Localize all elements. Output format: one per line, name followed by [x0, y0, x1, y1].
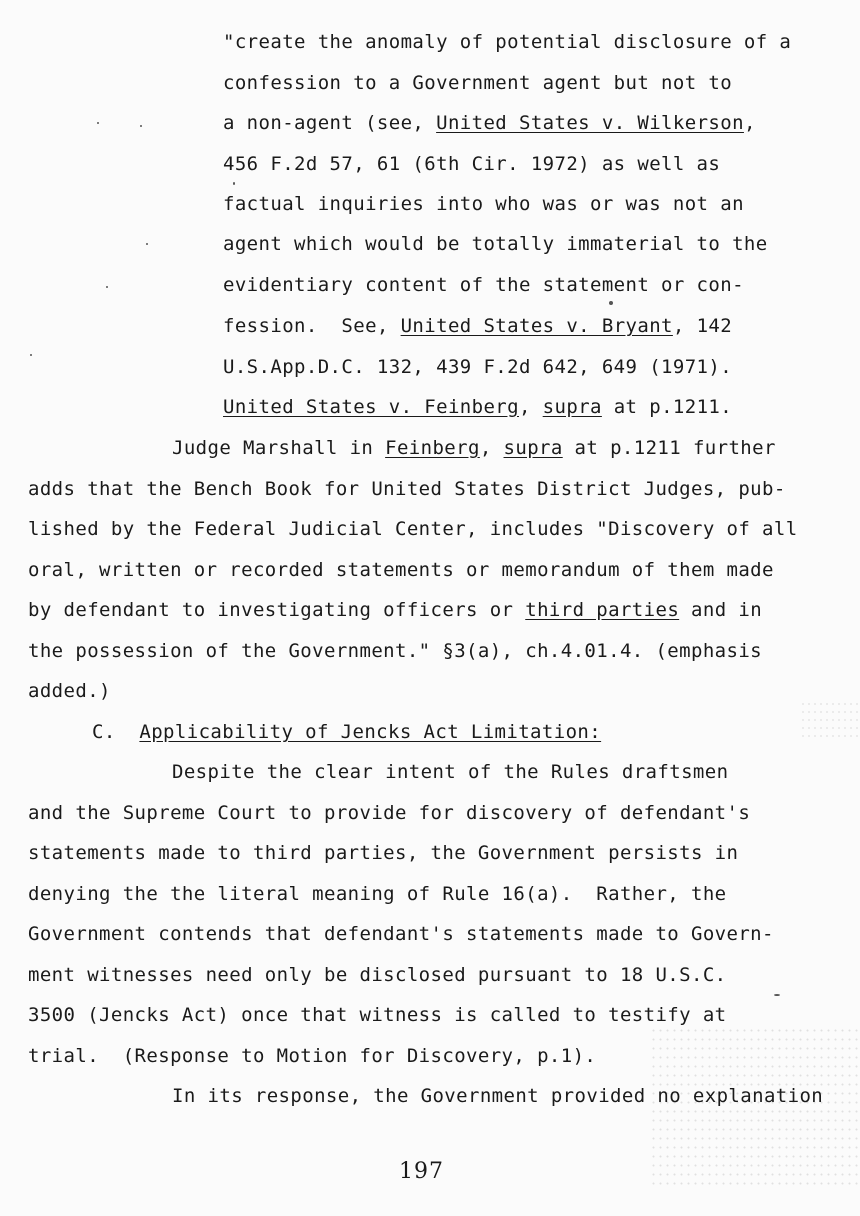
scan-speck: [774, 994, 780, 996]
case-citation-bryant: United States v. Bryant: [400, 315, 673, 337]
quote-line-4: 456 F.2d 57, 61 (6th Cir. 1972) as well as: [223, 153, 721, 175]
quote-line-8-tail: , 142: [672, 315, 733, 337]
para1-line-6: the possession of the Government." §3(a), ch.4.01.4. (emphasis: [28, 640, 763, 662]
case-citation-wilkerson: United States v. Wilkerson: [436, 112, 744, 134]
para3-line-1: In its response, the Government provided no explanation: [172, 1085, 824, 1107]
scan-speck: [233, 182, 235, 185]
quote-line-5: factual inquiries into who was or was not an: [223, 193, 744, 215]
quote-line-3: [223, 111, 756, 135]
scan-speck: [140, 125, 142, 127]
para2-line-8: trial. (Response to Motion for Discovery, p.1).: [28, 1045, 597, 1067]
para2-line-2: and the Supreme Court to provide for discovery of defendant's: [28, 802, 751, 824]
quote-line-9: U.S.App.D.C. 132, 439 F.2d 642, 649 (1971).: [223, 356, 733, 378]
quote-line-7: evidentiary content of the statement or con-: [223, 274, 744, 296]
quote-line-10-tail: at p.1211.: [601, 396, 733, 418]
para2-line-7: 3500 (Jencks Act) once that witness is called to testify at: [28, 1004, 727, 1026]
para1-line-1-tail: at p.1211 further: [562, 437, 776, 459]
para1-line-5: [28, 598, 762, 622]
para1-line-2: adds that the Bench Book for United States District Judges, pub-: [28, 478, 786, 500]
scan-speck: [609, 301, 613, 305]
para2-line-3: statements made to third parties, the Government persists in: [28, 842, 739, 864]
quote-line-3-text: a non-agent (see,: [223, 112, 437, 134]
quote-line-3-punct: ,: [743, 112, 756, 134]
scan-noise: [800, 700, 860, 740]
page-number: 197: [399, 1159, 444, 1184]
para1-line-5-text: by defendant to investigating officers or: [28, 599, 526, 621]
quote-line-2: confession to a Government agent but not to: [223, 72, 733, 94]
quote-line-8-text: fession. See,: [223, 315, 401, 337]
supra-reference-2: supra: [503, 437, 563, 459]
para2-line-4: denying the the literal meaning of Rule 16(a). Rather, the: [28, 883, 727, 905]
para1-line-1-comma: ,: [479, 437, 504, 459]
supra-reference: supra: [542, 396, 602, 418]
scan-noise: [650, 1026, 860, 1186]
scan-speck: [106, 286, 108, 288]
case-name-feinberg: Feinberg: [385, 437, 480, 459]
scan-speck: [146, 243, 148, 245]
para1-line-3: lished by the Federal Judicial Center, includes "Discovery of all: [28, 518, 798, 540]
section-letter: C.: [92, 721, 116, 743]
para2-line-1: Despite the clear intent of the Rules draftsmen: [172, 761, 729, 783]
quote-line-1: "create the anomaly of potential disclosure of a: [223, 31, 792, 53]
para1-line-1-text: Judge Marshall in: [172, 437, 386, 459]
section-title: Applicability of Jencks Act Limitation:: [139, 721, 602, 743]
scan-speck: [30, 354, 32, 356]
para2-line-5: Government contends that defendant's statements made to Govern-: [28, 923, 774, 945]
quote-line-6: agent which would be totally immaterial to the: [223, 233, 768, 255]
para1-line-4: oral, written or recorded statements or memorandum of them made: [28, 559, 774, 581]
para1-line-1: [172, 436, 776, 460]
quote-line-10-comma: ,: [518, 396, 543, 418]
para1-line-7: added.): [28, 680, 111, 702]
para2-line-6: ment witnesses need only be disclosed pursuant to 18 U.S.C.: [28, 964, 727, 986]
para1-line-5-tail: and in: [679, 599, 763, 621]
scan-speck: [97, 122, 99, 124]
quote-line-10: [223, 395, 732, 419]
section-heading: [92, 720, 601, 744]
quote-line-8: [223, 314, 732, 338]
case-citation-feinberg: United States v. Feinberg: [223, 396, 519, 418]
emphasized-third-parties: third parties: [525, 599, 680, 621]
